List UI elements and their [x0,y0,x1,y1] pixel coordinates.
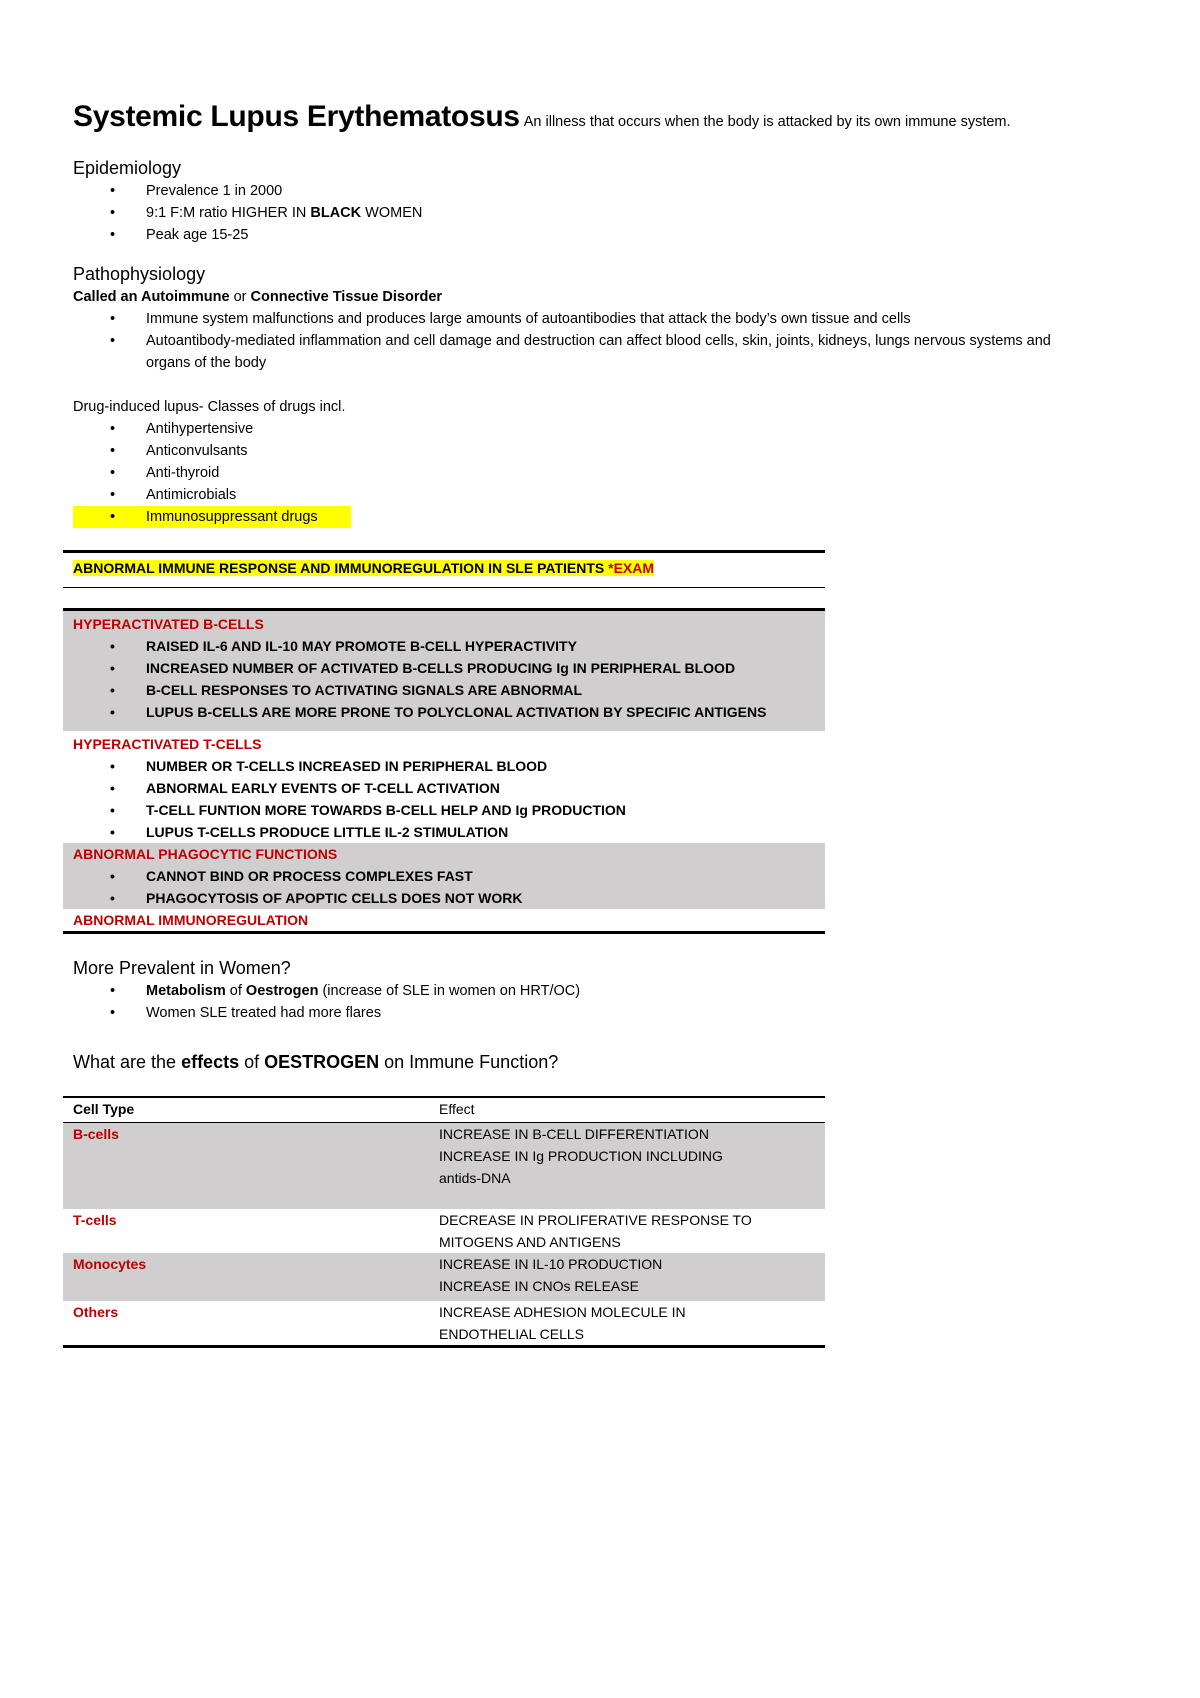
list-item: • Antihypertensive [73,418,1133,440]
heading-part: Immune Function? [409,1052,559,1072]
list-item: • Autoantibody-mediated inflammation and cell damage and destruction can affect blood cells, skin, joints, kidneys, lungs nervous systems and organs of the body [73,330,1133,374]
effect-cell [439,1209,825,1253]
exam-tag: *EXAM [608,560,655,576]
list-item: • Women SLE treated had more flares [73,1002,1133,1024]
called-bold-2: Connective Tissue Disorder [250,289,443,305]
immunoregulation-section [63,909,825,934]
epidemiology-list [73,180,1133,246]
highlighted-text: Immunosuppressant drugs [146,509,318,525]
column-header-cell-type: Cell Type [63,1097,439,1123]
list-item: • Immune system malfunctions and produces large amounts of autoantibodies that attack the body’s own tissue and cells [73,308,1133,330]
heading-part: on [379,1052,410,1072]
list-item: • Anti-thyroid [73,462,1133,484]
cell-type: T-cells [73,1212,117,1228]
table-row [63,1209,825,1253]
pathophysiology-heading: Pathophysiology [73,264,206,284]
effect-line: DECREASE IN PROLIFERATIVE RESPONSE TO [439,1212,752,1228]
ratio-tail-text: WOMEN [365,205,423,221]
metabolism-bold: Metabolism [146,983,226,999]
document-page [73,100,1133,1348]
list-item: • LUPUS B-CELLS ARE MORE PRONE TO POLYCLONAL ACTIVATION BY SPECIFIC ANTIGENS [73,701,825,723]
t-cells-section [63,731,825,843]
cell-type: Monocytes [63,1253,439,1301]
ratio-bold-text: BLACK [310,205,362,221]
list-item: • ABNORMAL EARLY EVENTS OF T-CELL ACTIVATION [73,777,825,799]
drug-induced-intro: Drug-induced lupus- Classes of drugs incl. [73,399,346,415]
b-cells-section [63,608,825,731]
effect-line: INCREASE IN CNOs RELEASE [439,1278,639,1294]
list-item [73,506,351,528]
list-item: • B-CELL RESPONSES TO ACTIVATING SIGNALS ARE ABNORMAL [73,679,825,701]
table-row [63,1123,825,1210]
effect-line: INCREASE IN IL-10 PRODUCTION [439,1256,663,1272]
oestrogen-effects-table [63,1096,825,1348]
abnormal-immune-block [73,550,1133,934]
b-cells-list [73,635,825,723]
abnormal-heading-row [63,550,825,588]
table-row [63,1253,825,1301]
effect-line: INCREASE IN B-CELL DIFFERENTIATION [439,1126,709,1142]
phagocytic-list [73,865,825,909]
title-line [73,100,1133,146]
list-item [73,202,1133,224]
list-item: • T-CELL FUNTION MORE TOWARDS B-CELL HELP AND Ig PRODUCTION [73,799,825,821]
women-heading: More Prevalent in Women? [73,958,291,978]
title-definition: An illness that occurs when the body is attacked by its own immune system. [523,114,1011,130]
table-row [63,1301,825,1347]
heading-oestrogen-bold: OESTROGEN [264,1052,380,1072]
heading-effects-bold: effects [181,1052,240,1072]
effect-cell [439,1123,825,1210]
oestrogen-section [73,1050,1133,1348]
called-mid: or [229,289,251,305]
list-item: • Antimicrobials [73,484,1133,506]
pathophysiology-section [73,262,1133,374]
section-title: ABNORMAL IMMUNOREGULATION [73,912,309,928]
list-item: • Anticonvulsants [73,440,1133,462]
heading-part: of [239,1052,265,1072]
epidemiology-section [73,156,1133,246]
column-header-effect: Effect [439,1097,825,1123]
t-cells-list [73,755,825,843]
epidemiology-heading: Epidemiology [73,158,182,178]
pathophysiology-list [73,308,1133,374]
phagocytic-section [63,843,825,909]
effect-line: INCREASE ADHESION MOLECULE IN [439,1304,686,1320]
women-list [73,980,1133,1024]
effect-cell [439,1253,825,1301]
effect-cell [439,1301,825,1347]
document-title: Systemic Lupus Erythematosus [73,100,520,133]
cell-type: B-cells [63,1123,439,1210]
section-title: ABNORMAL PHAGOCYTIC FUNCTIONS [73,846,338,862]
list-item: • CANNOT BIND OR PROCESS COMPLEXES FAST [73,865,825,887]
abnormal-heading: ABNORMAL IMMUNE RESPONSE AND IMMUNOREGULATION IN SLE PATIENTS [73,560,605,576]
ratio-text: 9:1 F:M ratio HIGHER IN [146,205,307,221]
heading-part: What are the [73,1052,182,1072]
list-item: • Peak age 15-25 [73,224,1133,246]
effect-line: INCREASE IN Ig PRODUCTION INCLUDING [439,1148,723,1164]
list-item: • NUMBER OR T-CELLS INCREASED IN PERIPHERAL BLOOD [73,755,825,777]
item-text: of [225,983,246,999]
section-title: HYPERACTIVATED T-CELLS [73,736,262,752]
effect-line: MITOGENS AND ANTIGENS [439,1234,621,1250]
section-title: HYPERACTIVATED B-CELLS [73,616,264,632]
drug-class-list [73,418,1133,528]
list-item: • INCREASED NUMBER OF ACTIVATED B-CELLS PRODUCING Ig IN PERIPHERAL BLOOD [73,657,825,679]
list-item: • PHAGOCYTOSIS OF APOPTIC CELLS DOES NOT WORK [73,887,825,909]
item-text: (increase of SLE in women on HRT/OC) [318,983,581,999]
list-item: • Prevalence 1 in 2000 [73,180,1133,202]
called-line [73,286,1133,308]
oestrogen-bold: Oestrogen [245,983,319,999]
drug-induced-section [73,396,1133,528]
called-bold-1: Autoimmune [140,289,230,305]
list-item: • LUPUS T-CELLS PRODUCE LITTLE IL-2 STIMULATION [73,821,825,843]
list-item [73,980,1133,1002]
effect-line: antids-DNA [439,1170,511,1186]
effect-line: ENDOTHELIAL CELLS [439,1326,584,1342]
women-section [73,956,1133,1024]
list-item: • RAISED IL-6 AND IL-10 MAY PROMOTE B-CELL HYPERACTIVITY [73,635,825,657]
cell-type: Others [63,1301,439,1347]
oestrogen-heading [73,1050,1133,1074]
called-prefix: Called an [73,289,141,305]
table-header-row [63,1097,825,1123]
